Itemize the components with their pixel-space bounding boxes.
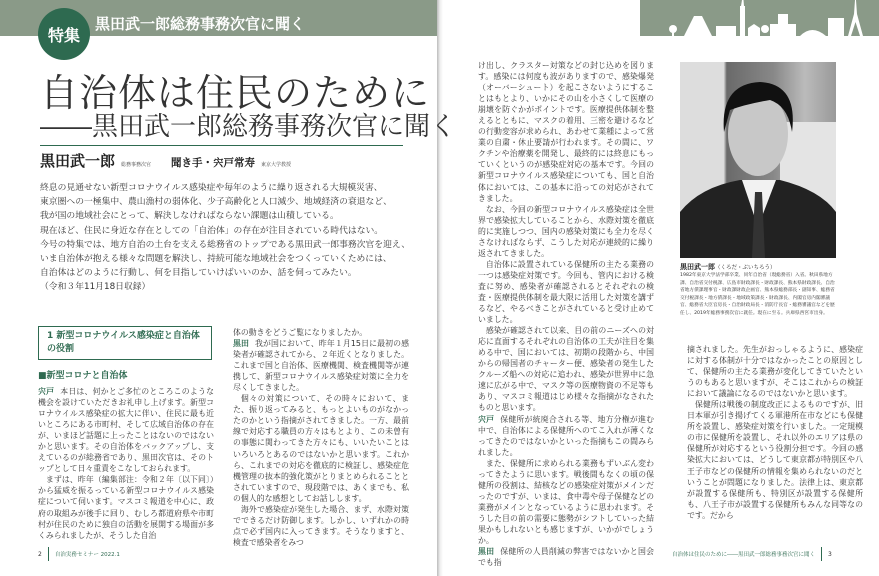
lead-line: 終息の見通せない新型コロナウイルス感染症や毎年のように繰り返される大規模災害、 <box>40 183 383 193</box>
paragraph-text: 個々の対策について、その時々において、また、振り返ってみると、もっとよいものがなかったのかという指摘がされてきました。一方、最前線で対応する職員の方々はもとより、この未曽有の事態に関わってきた方々にも、いいたいことはいろいろとあるのではないかと思います。これから、これまでの対応を徹底的に検証し、感染症危機管理の抜本的強化策がとりまとめられることとされていますので、現段階では、あくまでも、私の個人的な感想としてお話しします。 <box>233 394 409 503</box>
lead-text <box>40 181 410 295</box>
feature-badge: 特集 <box>38 8 90 60</box>
body-column-3 <box>478 60 654 568</box>
paragraph <box>38 474 214 540</box>
band-title: 黒田武一郎総務事務次官に聞く <box>95 15 306 33</box>
interviewer-title: 東京大学教授 <box>261 162 292 168</box>
profile-reading: （くろだ・ぶいちろう） <box>715 265 776 271</box>
paragraph-text: 本日は、何かとご多忙のところこのような機会を設けていただきお礼申し上げます。新型コロナウイルス感染症の拡大に伴い、住民に最も近いところにある市町村、そして広域自治体の存在が、いまほど話題に上ったことはないのではないかと思います。その自治体をバックアップし、支えているのが総務省であり、黒田次官は、そのトップとして日々重責をこなしておられます。 <box>38 387 214 474</box>
lead-line: （令和３年11月18日収録） <box>40 282 151 293</box>
footer-left <box>38 547 120 561</box>
body-column-1 <box>38 386 214 541</box>
body-column-2 <box>233 327 409 548</box>
footer-divider <box>48 547 49 561</box>
lead-line: 現在ほど、住民に身近な存在としての「自治体」の存在が注目されている時代はない。 <box>40 225 384 236</box>
profile-bio: 1982年東京大学法学部卒業、同年自治省（現総務省）入省。秋田県地方課、自治省交付税課、広島市財政課長・財政課長、熊本県財政課長、自治省地方債課理事官・財政課財政企画官、熊本県総務部長・副知事、総務省交付税課長・地方債課長・地域政策課長・財政課長、内閣官房内閣審議官、総務省大臣官房長・自治財政局長・消防庁長官・総務審議官などを歴任し、2019年総務事務次官に就任。現在に至る。兵庫県西宮市出身。 <box>680 273 835 316</box>
speaker-label: 宍戸 <box>38 387 55 396</box>
lead-line: いま自治体が抱える様々な問題を解決し、持続可能な地域社会をつくっていくためには、 <box>40 254 392 265</box>
city-skyline-icon <box>640 0 879 36</box>
speaker-label: 黒田 <box>233 339 250 349</box>
paragraph-text: また、保健所に求められる業務もずいぶん変わってきたように思います。戦後間もなくの頃の保健所の役割は、結核などの感染症対策がメインだったのですが、いまは、食中毒や母子保健などの業務がメインとなっているように思われます。そうした目の前の需要に態勢がシフトしていった結果かもしれないとも感じますが、いかがでしょうか。 <box>478 458 654 546</box>
page-gutter <box>437 0 443 576</box>
header-band-right <box>640 0 879 36</box>
journal-name: 自治実務セミナー 2022.1 <box>54 552 120 558</box>
footer-right <box>672 547 832 561</box>
paragraph <box>38 386 214 474</box>
paragraph-text: 感染が確認されて以来、目の前のニーズへの対応に直面するそれぞれの自治体の工夫が注目を集める中で、国においては、初期の段階から、中国からの帰国者のチャーター便、感染者の発生したクルーズ船への対応に追われ、感染が世界中に急速に広がる中で、マスク等の医療物資の不足等もあり、マスコミ報道はじめ様々な指摘がなされたものと思います。 <box>478 326 654 413</box>
interviewee-name: 黒田武一郎 <box>40 152 116 170</box>
byline <box>40 150 305 171</box>
paragraph-text: 体の動きをどうご覧になりましたか。 <box>233 328 368 337</box>
paragraph-text: 摘されました。先生がおっしゃるように、感染症に対する体制が十分ではなかったことの原因として、保健所の主たる業務が変化してきていたというのもあると思いますが、そこはこれからの検証において議論になるのではないかと思います。 <box>687 345 863 399</box>
article-subtitle: ――黒田武一郎総務事務次官に聞く <box>40 112 457 142</box>
portrait-photo <box>680 62 836 258</box>
paragraph <box>233 393 409 503</box>
paragraph <box>478 204 654 259</box>
paragraph <box>233 338 409 393</box>
paragraph <box>478 259 654 325</box>
title-divider <box>40 145 403 146</box>
lead-line: 我が国の地域社会にとって、解決しなければならない課題は山積している。 <box>40 211 339 222</box>
paragraph <box>478 325 654 413</box>
interviewee-title: 総務事務次官 <box>121 162 152 168</box>
paragraph-text: 我が国において、昨年１月15日に最初の感染者が確認されてから、２年近くとなりました。これまで国と自治体、医療機関、検査機関等が連携して、新型コロナウイルス感染症対策に全力を尽くしてきました。 <box>233 339 409 393</box>
lead-line: 自治体はどのように行動し、何を目指していけばいいのか、話を伺ってみたい。 <box>40 268 357 279</box>
paragraph-text: 自治体に設置されている保健所の主たる業務の一つは感染症対策です。今回も、管内における検査に努め、感染者が確認されるとそれぞれの検査・医療提供体制を最大限に活用した対策を講ずるなど、やるべきことがされていると受け止めていました。 <box>478 259 654 325</box>
page-number-right: 3 <box>828 550 832 558</box>
paragraph <box>478 458 654 546</box>
paragraph-text: なお、今回の新型コロナウイルス感染症は全世界で感染拡大していることから、水際対策を徹底的に実施しつつ、国内の感染対策にも全力を尽くさなければならず、こうした対応が連続的に繰り返されてきました。 <box>478 204 654 258</box>
speaker-label: 宍戸 <box>478 414 495 424</box>
section-subheading: ■新型コロナと自治体 <box>38 371 128 381</box>
paragraph-text: 保健所の人員削減の弊害ではないかと国会でも指 <box>478 547 654 568</box>
paragraph <box>478 546 654 568</box>
paragraph <box>233 504 409 548</box>
running-title: 自治体は住民のために――黒田武一郎総務事務次官に聞く <box>672 552 816 558</box>
profile-name-text: 黒田武一郎 <box>680 263 715 271</box>
section-heading: 1 新型コロナウイルス感染症と自治体の役割 <box>38 326 212 360</box>
paragraph-text: まずは、昨年（編集部注：令和２年〔以下同〕）から猛威を振るっている新型コロナウイルス感染症について伺います。マスコミ報道を中心に、政府の取組みが後手に回り、むしろ都道府県や市町村が住民のために独自の活動を展開する場面が多くみられましたが、そうした自治 <box>38 475 214 540</box>
person-silhouette-icon <box>680 62 836 258</box>
paragraph <box>687 344 863 399</box>
paragraph-text: 保健所が統廃合される等、地方分権が進む中で、自治体による保健所へのてこ入れが薄くなってきたのではないかといった指摘もこの間みられました。 <box>478 414 654 457</box>
page-number-left: 2 <box>38 550 42 558</box>
lead-line: 東京圏への一極集中、農山漁村の弱体化、少子高齢化と人口減少、地域経済の衰退など、 <box>40 197 392 208</box>
interviewer-name: 聞き手・宍戸常寿 <box>171 157 256 169</box>
body-column-4 <box>687 344 863 521</box>
paragraph <box>233 327 409 338</box>
profile-name <box>680 262 776 272</box>
article-title: 自治体は住民のために <box>40 71 431 115</box>
paragraph-text: 保健所は戦後の制度改正によるものですが、旧日本軍が引き揚げてくる軍港所在市などにも保健所を設置し、感染症対策を行いました。一定規模の市に保健所を設置し、それ以外のエリアは県の保健所が対応するという役割分担です。今回の感染拡大においては、どうして東京都が特別区や八王子市などの保健所の情報を集められないのだということが問題になりました。法律上は、東京都が設置する保健所も、特別区が設置する保健所も、八王子市が設置する保健所もみんな同等なのです。だから <box>687 400 863 520</box>
paragraph-text: け出し、クラスター対策などの封じ込めを図ります。感染には何度も波がありますので、感染爆発（オーバーシュート）を起こさないようにすることはもとより、いかにその山を小さくして医療の崩壊を防ぐかがポイントです。医療提供体制を整えるとともに、マスクの着用、三密を避けるなどの行動変容が求められ、あわせて業種によって営業の自粛・休止要請が行われます。その間に、ワクチンや治療薬を開発し、最終的には終息にもっていくというのが感染症対応の基本です。今回の新型コロナウイルス感染症についても、国と自治体においては、この基本に沿っての対応がされてきました。 <box>478 61 654 203</box>
paragraph <box>687 399 863 521</box>
paragraph-text: 海外で感染症が発生した場合、まず、水際対策でできるだけ防御します。しかし、いずれかの時点で必ず国内に入ってきます。そうなりますと、検査で感染者をみつ <box>233 504 409 547</box>
speaker-label: 黒田 <box>478 547 495 557</box>
paragraph <box>478 414 654 458</box>
paragraph <box>478 60 654 204</box>
footer-divider <box>821 547 822 561</box>
lead-line: 今号の特集では、地方自治の土台を支える総務省のトップである黒田武一郎事務次官を迎え、 <box>40 239 410 250</box>
